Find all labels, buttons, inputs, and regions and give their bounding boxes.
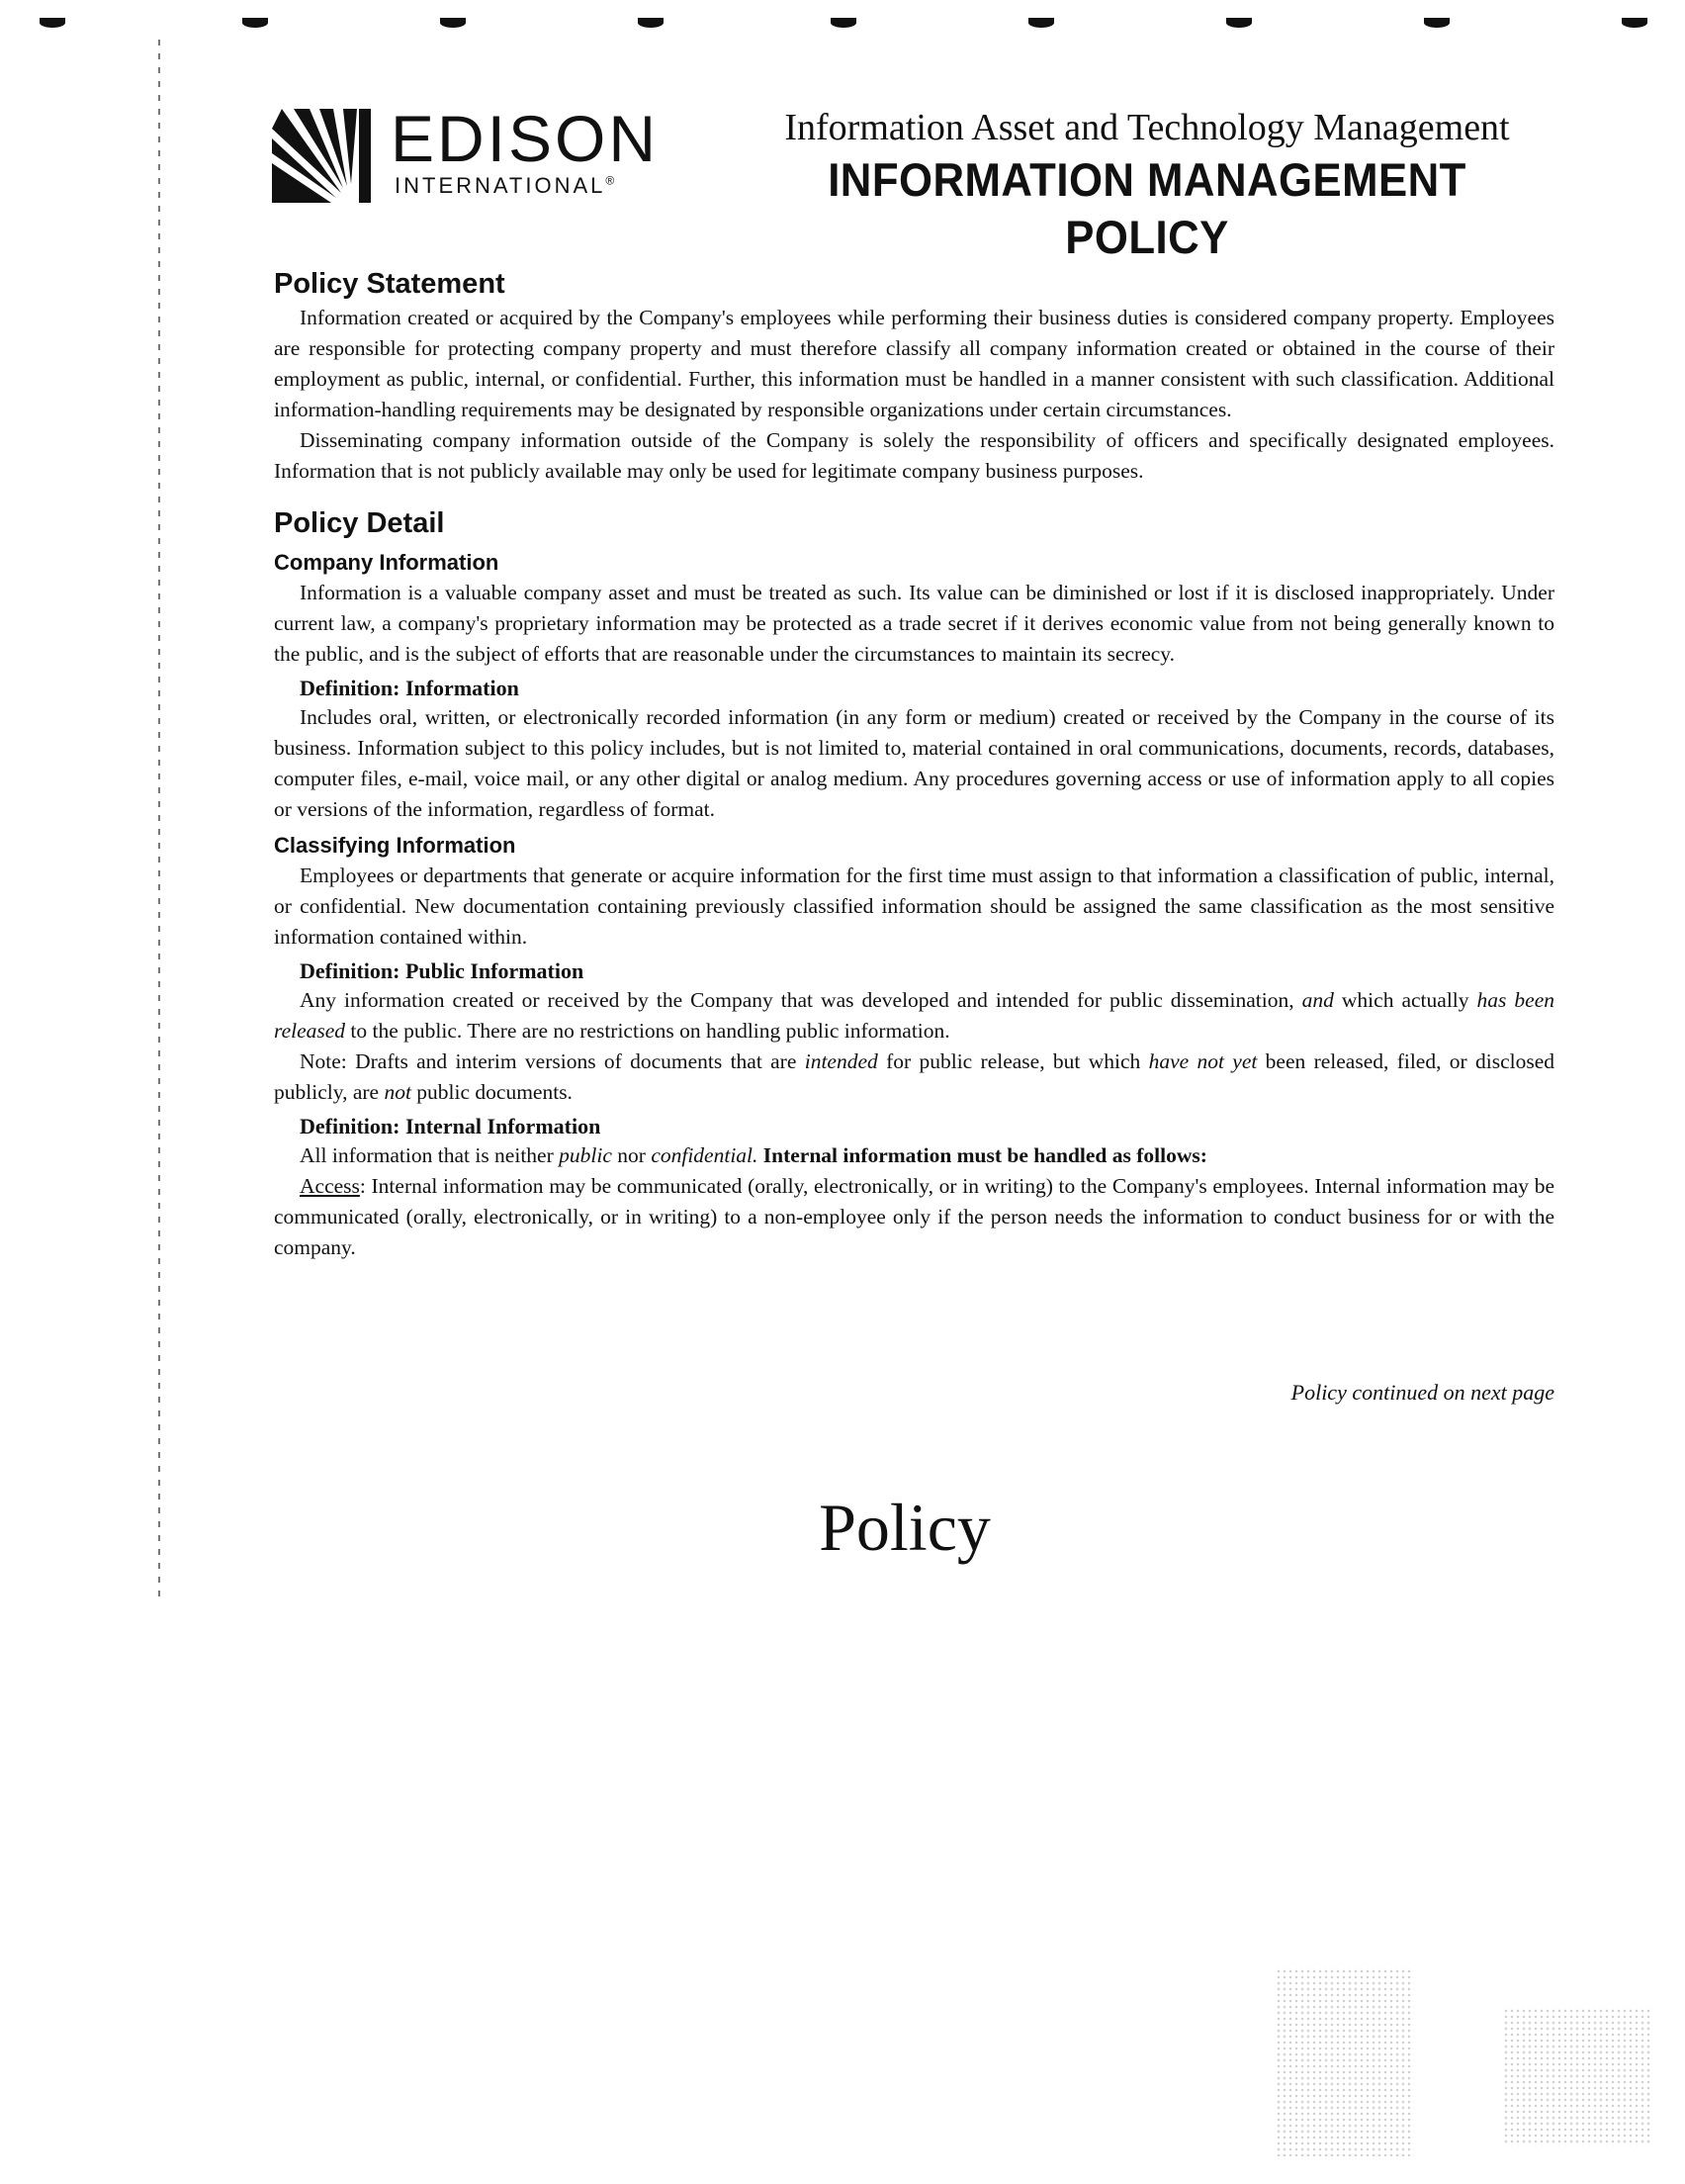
department-name: Information Asset and Technology Management <box>784 107 1510 148</box>
definition-information-text: Includes oral, written, or electronically recorded information (in any form or medium) created or received by the Company in the course of its business. Information subject to this policy includes, but is not limited to, material contained in oral communications, documents, records, databases, computer files, e-mail, voice mail, or any other digital or analog medium. Any procedures governing access or use of information apply to all copies or versions of the information, regardless of format. <box>274 705 1554 821</box>
document-header <box>722 104 1572 266</box>
sunburst-logo-icon <box>272 109 371 203</box>
definition-public-text: Any information created or received by the Company that was developed and intended for public dissemination, and which actually has been released to the public. There are no restrictions on handling public information. <box>274 988 1554 1043</box>
definition-public-heading: Definition: Public Information <box>300 958 584 983</box>
access-label: Access <box>300 1174 360 1198</box>
policy-body <box>274 265 1554 1263</box>
punch-hole-mark <box>1424 18 1450 28</box>
logo-subtitle: INTERNATIONAL <box>395 173 606 198</box>
scan-margin-line <box>158 40 160 1602</box>
public-note-text: Note: Drafts and interim versions of documents that are intended for public release, but which have not yet been released, filed, or disclosed publicly, are not public documents. <box>274 1049 1555 1104</box>
punch-hole-mark <box>1622 18 1647 28</box>
punch-hole-mark <box>242 18 268 28</box>
footer-title: Policy <box>819 1490 991 1565</box>
punch-hole-mark <box>831 18 856 28</box>
policy-statement-paragraph: Information created or acquired by the Company's employees while performing their business duties is considered company property. Employees are responsible for protecting company property and must therefore classify all company information created or obtained in the course of their employment as public, internal, or confidential. Further, this information must be handled in a manner consistent with such classification. Additional information-handling requirements may be designated by responsible organizations under certain circumstances. <box>274 306 1554 421</box>
definition-information-heading: Definition: Information <box>300 676 519 700</box>
registered-mark: ® <box>605 173 618 188</box>
definition-internal-text: All information that is neither public nor confidential. Internal information must be handled as follows: <box>300 1143 1207 1167</box>
page-title: INFORMATION MANAGEMENT POLICY <box>828 153 1466 263</box>
scan-noise <box>1503 2008 1651 2146</box>
continued-note: Policy continued on next page <box>1290 1380 1554 1405</box>
policy-detail-heading: Policy Detail <box>274 507 445 539</box>
punch-hole-mark <box>1028 18 1054 28</box>
scan-noise <box>1276 1968 1414 2156</box>
punch-hole-mark <box>1226 18 1252 28</box>
access-rule-text: Access: Internal information may be communicated (orally, electronically, or in writing) to the Company's employees. Internal information may be communicated (orally, electronically, or in writing) to a non-employee only if the person needs the information to conduct business for or with the company. <box>274 1174 1554 1259</box>
punch-hole-mark <box>638 18 664 28</box>
policy-statement-paragraph: Disseminating company information outside of the Company is solely the responsibility of officers and specifically designated employees. Information that is not publicly available may only be used for legitimate company business purposes. <box>274 428 1554 483</box>
logo-wordmark: EDISON <box>391 102 660 175</box>
punch-hole-mark <box>440 18 466 28</box>
edison-logo <box>272 102 660 213</box>
classifying-information-paragraph: Employees or departments that generate or acquire information for the first time must assign to that information a classification of public, internal, or confidential. New documentation containing previously classified information should be assigned the same classification as the most sensitive information contained within. <box>274 864 1554 949</box>
punch-hole-mark <box>40 18 65 28</box>
definition-internal-heading: Definition: Internal Information <box>300 1114 601 1138</box>
classifying-information-heading: Classifying Information <box>274 833 516 858</box>
policy-statement-heading: Policy Statement <box>274 268 505 300</box>
company-information-heading: Company Information <box>274 550 499 575</box>
company-information-paragraph: Information is a valuable company asset and must be treated as such. Its value can be diminished or lost if it is disclosed inappropriately. Under current law, a company's proprietary information may be protected as a trade secret if it derives economic value from not being generally known to the public, and is the subject of efforts that are reasonable under the circumstances to maintain its secrecy. <box>274 581 1554 666</box>
